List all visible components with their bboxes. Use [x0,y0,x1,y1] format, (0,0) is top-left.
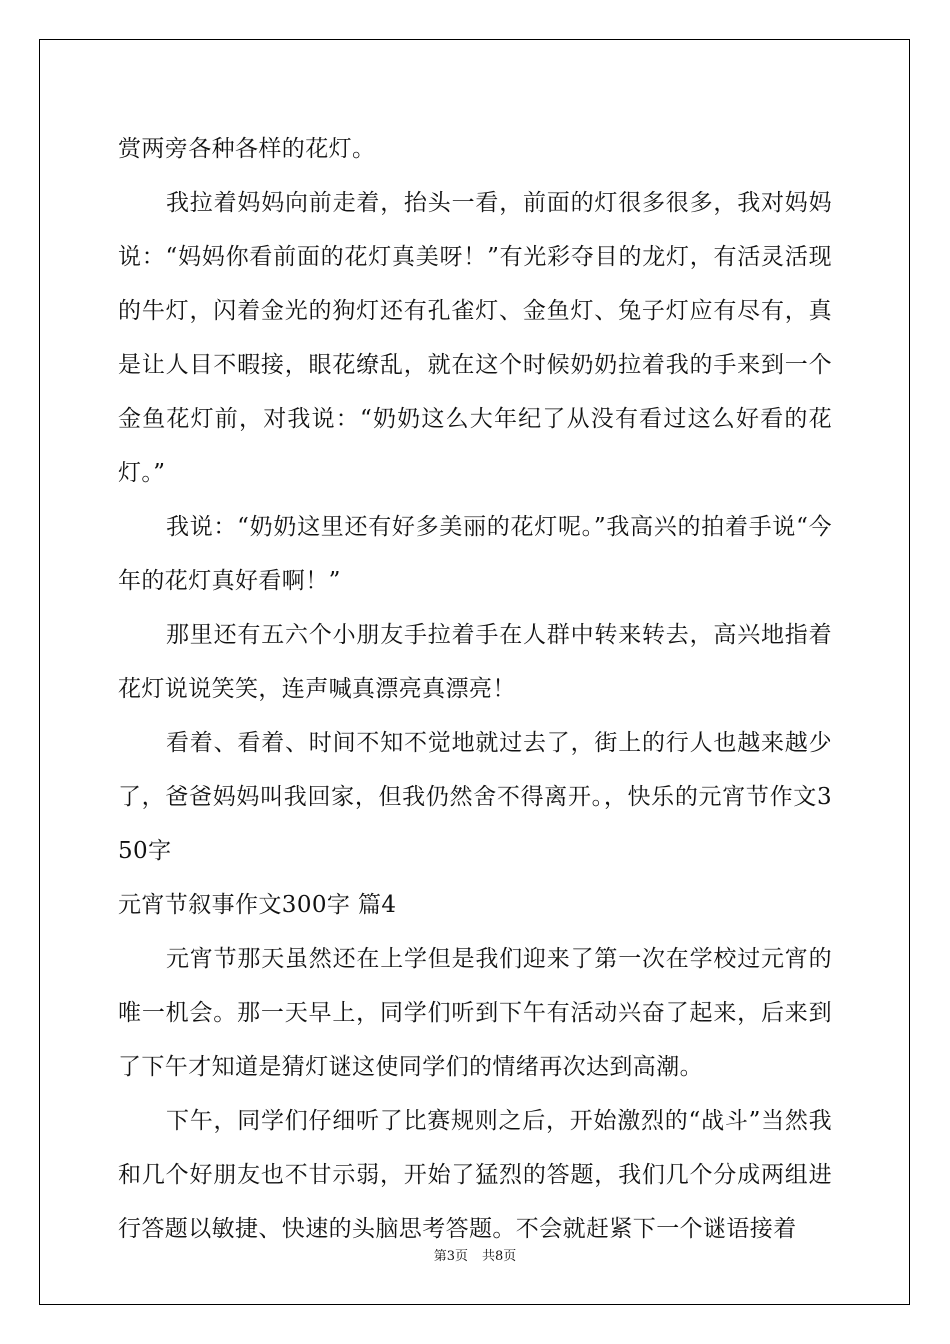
paragraph-3: 我说：“奶奶这里还有好多美丽的花灯呢。”我高兴的拍着手说“今年的花灯真好看啊！” [118,514,832,594]
paragraph-4: 那里还有五六个小朋友手拉着手在人群中转来转去，高兴地指着花灯说说笑笑，连声喊真漂亮真漂亮！ [118,622,832,702]
page-number: 第3页 [433,1249,468,1264]
paragraph-1: 赏两旁各种各样的花灯。 [118,136,376,162]
page-total: 共8页 [482,1249,517,1264]
section-heading: 元宵节叙事作文300字 篇4 [118,892,397,918]
paragraph-7: 下午，同学们仔细听了比赛规则之后，开始激烈的“战斗”当然我和几个好朋友也不甘示弱，开始了猛烈的答题，我们几个分成两组进行答题以敏捷、快速的头脑思考答题。不会就赶紧下一个谜语接着 [118,1108,832,1242]
paragraph-6: 元宵节那天虽然还在上学但是我们迎来了第一次在学校过元宵的唯一机会。那一天早上，同学们听到下午有活动兴奋了起来，后来到了下午才知道是猜灯谜这使同学们的情绪再次达到高潮。 [118,946,832,1080]
page-footer [0,1245,950,1264]
document-body [118,122,832,1256]
paragraph-5: 看着、看着、时间不知不觉地就过去了，街上的行人也越来越少了，爸爸妈妈叫我回家，但我仍然舍不得离开。，快乐的元宵节作文350字 [118,730,832,864]
paragraph-2: 我拉着妈妈向前走着，抬头一看，前面的灯很多很多，我对妈妈说：“妈妈你看前面的花灯真美呀！”有光彩夺目的龙灯，有活灵活现的牛灯，闪着金光的狗灯还有孔雀灯、金鱼灯、兔子灯应有尽有，真是让人目不暇接，眼花缭乱，就在这个时候奶奶拉着我的手来到一个金鱼花灯前，对我说：“奶奶这么大年纪了从没有看过这么好看的花灯。” [118,190,832,486]
